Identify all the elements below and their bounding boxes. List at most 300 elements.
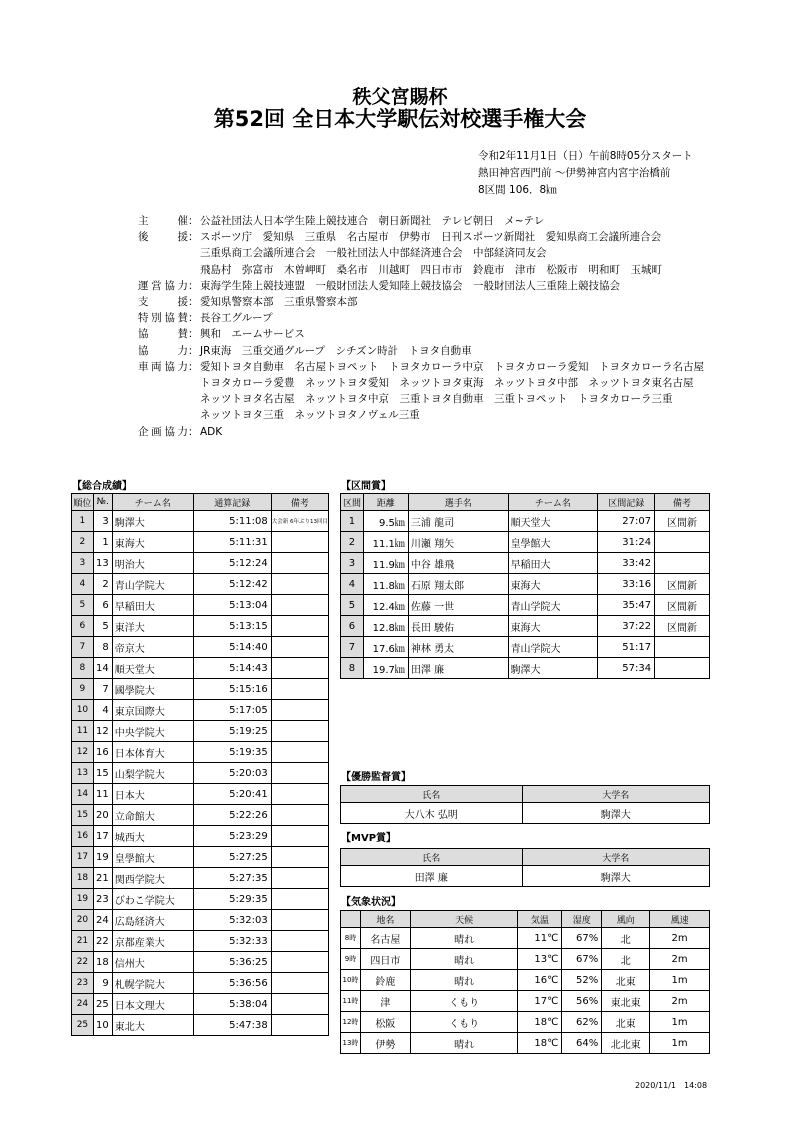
section-leg: 3	[341, 553, 364, 574]
section-remarks	[655, 532, 710, 553]
section-row	[341, 658, 710, 679]
overall-row	[72, 889, 329, 910]
overall-row	[72, 658, 329, 679]
overall-row	[72, 721, 329, 742]
sponsor-label-cell	[138, 343, 200, 359]
overall-remarks	[271, 826, 328, 847]
overall-bib-number: 12	[93, 721, 112, 742]
overall-row	[72, 931, 329, 952]
overall-team-name: 東海大	[112, 532, 193, 553]
weather-row	[341, 949, 710, 970]
section-leg: 7	[341, 637, 364, 658]
event-info	[478, 148, 693, 199]
overall-bib-number: 9	[93, 973, 112, 994]
section-column-header: 選手名	[408, 494, 508, 511]
overall-bib-number: 21	[93, 868, 112, 889]
overall-remarks	[271, 721, 328, 742]
overall-column-header: 通算記録	[193, 494, 271, 511]
section-award-table	[340, 493, 710, 679]
section-row	[341, 511, 710, 532]
coach-name: 大八木 弘明	[341, 803, 523, 824]
weather-temperature: 18℃	[518, 1012, 562, 1033]
overall-team-name: 帝京大	[112, 637, 193, 658]
overall-rank: 25	[72, 1015, 94, 1036]
section-leg: 4	[341, 574, 364, 595]
overall-row	[72, 763, 329, 784]
section-column-header: 備考	[655, 494, 710, 511]
coach-name-header: 氏名	[341, 786, 523, 803]
weather-condition: くもり	[410, 991, 518, 1012]
weather-temperature: 17℃	[518, 991, 562, 1012]
sponsor-row	[138, 213, 704, 229]
section-leg-time: 31:24	[598, 532, 655, 553]
overall-remarks	[271, 973, 328, 994]
weather-column-header: 天候	[410, 911, 518, 928]
sponsor-colon: ：	[188, 328, 199, 341]
overall-remarks	[271, 532, 328, 553]
section-runner-name: 中谷 雄飛	[408, 553, 508, 574]
overall-team-name: 関西学院大	[112, 868, 193, 889]
section-team-name: 駒澤大	[508, 658, 598, 679]
sponsor-colon: ：	[188, 231, 199, 244]
sponsor-label-cell	[138, 391, 200, 407]
weather-condition: 晴れ	[410, 949, 518, 970]
weather-column-header: 地名	[360, 911, 410, 928]
weather-table	[340, 910, 710, 1054]
sponsor-colon: ：	[188, 279, 199, 292]
sponsor-colon: ：	[188, 360, 199, 373]
overall-remarks	[271, 637, 328, 658]
sponsor-colon: ：	[188, 425, 199, 438]
section-column-header: チーム名	[508, 494, 598, 511]
weather-row	[341, 970, 710, 991]
overall-remarks	[271, 994, 328, 1015]
section-runner-name: 田澤 廉	[408, 658, 508, 679]
section-column-header: 区間	[341, 494, 364, 511]
section-team-name: 皇學館大	[508, 532, 598, 553]
sponsor-text: JR東海 三重交通グループ シチズン時計 トヨタ自動車	[200, 344, 472, 357]
weather-humidity: 67%	[562, 949, 602, 970]
sponsor-colon: ：	[188, 312, 199, 325]
sponsor-text: ネッツトヨタ三重 ネッツトヨタノヴェル三重	[200, 409, 420, 422]
sponsor-list	[138, 213, 704, 440]
coach-school-header: 大学名	[522, 786, 709, 803]
overall-row	[72, 616, 329, 637]
section-leg-time: 33:16	[598, 574, 655, 595]
overall-total-time: 5:17:05	[193, 700, 271, 721]
overall-bib-number: 4	[93, 700, 112, 721]
sponsor-label-cell	[138, 213, 200, 229]
overall-total-time: 5:19:25	[193, 721, 271, 742]
event-distance: 8区間 106．8㎞	[478, 184, 557, 196]
weather-column-header	[341, 911, 361, 928]
weather-place: 名古屋	[360, 928, 410, 949]
sponsor-label-cell	[138, 310, 200, 326]
overall-team-name: 立命館大	[112, 805, 193, 826]
sponsor-text: 公益社団法人日本学生陸上競技連合 朝日新聞社 テレビ朝日 メ~テレ	[200, 215, 545, 227]
sponsor-text: 三重県商工会議所連合会 一般社団法人中部経済連合会 中部経済同友会	[200, 247, 547, 260]
overall-bib-number: 10	[93, 1015, 112, 1036]
weather-condition: くもり	[410, 1012, 518, 1033]
coach-school: 駒澤大	[522, 803, 709, 824]
overall-bib-number: 2	[93, 574, 112, 595]
overall-remarks	[271, 553, 328, 574]
section-leg-time: 27:07	[598, 511, 655, 532]
overall-rank: 14	[72, 784, 94, 805]
sponsor-text: 東海学生陸上競技連盟 一般財団法人愛知陸上競技協会 一般財団法人三重陸上競技協会	[200, 279, 620, 292]
overall-bib-number: 14	[93, 658, 112, 679]
weather-time: 12時	[341, 1012, 361, 1033]
section-distance: 12.8㎞	[363, 616, 408, 637]
overall-rank: 8	[72, 658, 94, 679]
weather-time: 9時	[341, 949, 361, 970]
event-title: 第52回 全日本大学駅伝対校選手権大会	[213, 107, 587, 131]
overall-row	[72, 952, 329, 973]
weather-wind-speed: 2m	[650, 928, 710, 949]
overall-total-time: 5:11:31	[193, 532, 271, 553]
weather-time: 11時	[341, 991, 361, 1012]
section-leg-time: 35:47	[598, 595, 655, 616]
event-course: 熱田神宮西門前 ～伊勢神宮内宮宇治橋前	[478, 167, 671, 179]
overall-total-time: 5:36:56	[193, 973, 271, 994]
sponsor-row	[138, 294, 704, 310]
event-date: 令和2年11月1日（日）午前8時05分スタート	[478, 150, 693, 162]
weather-column-header: 気温	[518, 911, 562, 928]
section-team-name: 東海大	[508, 574, 598, 595]
overall-row	[72, 994, 329, 1015]
sponsor-label-cell	[138, 262, 200, 278]
sponsor-text: ADK	[200, 425, 223, 438]
section-team-name: 青山学院大	[508, 595, 598, 616]
sponsor-text: ネッツトヨタ名古屋 ネッツトヨタ中京 三重トヨタ自動車 三重トヨペット トヨタカローラ三重	[200, 393, 673, 406]
sponsor-label: 企画協力	[138, 425, 188, 438]
overall-total-time: 5:27:25	[193, 847, 271, 868]
print-timestamp: 2020/11/1 14:08	[635, 1081, 708, 1090]
weather-row	[341, 1033, 710, 1054]
weather-humidity: 67%	[562, 928, 602, 949]
section-award-heading: 【区間賞】	[341, 481, 391, 492]
overall-bib-number: 11	[93, 784, 112, 805]
overall-bib-number: 19	[93, 847, 112, 868]
section-distance: 17.6㎞	[363, 637, 408, 658]
sponsor-text: トヨタカローラ愛豊 ネッツトヨタ愛知 ネッツトヨタ東海 ネッツトヨタ中部 ネッツトヨタ東名古屋	[200, 377, 694, 390]
weather-row	[341, 1012, 710, 1033]
overall-bib-number: 23	[93, 889, 112, 910]
sponsor-row	[138, 343, 704, 359]
overall-total-time: 5:13:04	[193, 595, 271, 616]
overall-row	[72, 742, 329, 763]
section-team-name: 青山学院大	[508, 637, 598, 658]
section-team-name: 東海大	[508, 616, 598, 637]
sponsor-row	[138, 375, 704, 391]
overall-column-header: №.	[93, 494, 112, 511]
sponsor-colon: ：	[188, 215, 199, 227]
overall-team-name: 山梨学院大	[112, 763, 193, 784]
coach-award-table	[340, 785, 710, 824]
overall-rank: 17	[72, 847, 94, 868]
overall-total-time: 5:38:04	[193, 994, 271, 1015]
overall-rank: 9	[72, 679, 94, 700]
sponsor-label: 主 催	[138, 215, 188, 227]
weather-condition: 晴れ	[410, 928, 518, 949]
overall-row	[72, 868, 329, 889]
weather-time: 8時	[341, 928, 361, 949]
overall-total-time: 5:14:43	[193, 658, 271, 679]
section-leg: 8	[341, 658, 364, 679]
sponsor-label-cell	[138, 326, 200, 342]
mvp-name: 田澤 廉	[341, 866, 523, 887]
overall-row	[72, 784, 329, 805]
overall-remarks	[271, 595, 328, 616]
overall-remarks	[271, 805, 328, 826]
section-leg-time: 37:22	[598, 616, 655, 637]
overall-bib-number: 17	[93, 826, 112, 847]
section-row	[341, 553, 710, 574]
overall-team-name: 日本大	[112, 784, 193, 805]
overall-rank: 22	[72, 952, 94, 973]
overall-total-time: 5:11:08	[193, 511, 271, 532]
overall-total-time: 5:36:25	[193, 952, 271, 973]
sponsor-label-cell	[138, 294, 200, 310]
section-leg: 1	[341, 511, 364, 532]
section-remarks	[655, 553, 710, 574]
overall-bib-number: 18	[93, 952, 112, 973]
overall-heading: 【総合成績】	[72, 481, 132, 492]
sponsor-label: 協 賛	[138, 328, 188, 341]
overall-row	[72, 532, 329, 553]
weather-temperature: 16℃	[518, 970, 562, 991]
weather-temperature: 18℃	[518, 1033, 562, 1054]
sponsor-row	[138, 407, 704, 423]
overall-rank: 20	[72, 910, 94, 931]
section-leg: 5	[341, 595, 364, 616]
sponsor-label-cell	[138, 359, 200, 375]
overall-rank: 4	[72, 574, 94, 595]
overall-rank: 13	[72, 763, 94, 784]
section-remarks	[655, 637, 710, 658]
sponsor-label: 特別協賛	[138, 312, 188, 325]
section-distance: 11.9㎞	[363, 553, 408, 574]
section-remarks: 区間新	[655, 595, 710, 616]
overall-team-name: 早稲田大	[112, 595, 193, 616]
overall-team-name: びわこ学院大	[112, 889, 193, 910]
overall-team-name: 青山学院大	[112, 574, 193, 595]
section-remarks: 区間新	[655, 616, 710, 637]
section-column-header: 区間記録	[598, 494, 655, 511]
overall-bib-number: 22	[93, 931, 112, 952]
overall-total-time: 5:47:38	[193, 1015, 271, 1036]
weather-wind-direction: 北東	[602, 1012, 650, 1033]
overall-row	[72, 679, 329, 700]
weather-place: 津	[360, 991, 410, 1012]
overall-rank: 24	[72, 994, 94, 1015]
sponsor-text: 愛知トヨタ自動車 名古屋トヨペット トヨタカローラ中京 トヨタカローラ愛知 トヨタカローラ名古屋	[200, 360, 704, 373]
overall-rank: 7	[72, 637, 94, 658]
overall-team-name: 日本文理大	[112, 994, 193, 1015]
overall-bib-number: 13	[93, 553, 112, 574]
overall-row	[72, 805, 329, 826]
sponsor-row	[138, 262, 704, 278]
section-team-name: 順天堂大	[508, 511, 598, 532]
weather-wind-speed: 2m	[650, 991, 710, 1012]
overall-team-name: 東北大	[112, 1015, 193, 1036]
overall-remarks	[271, 700, 328, 721]
overall-results-table	[71, 493, 329, 1036]
section-distance: 11.1㎞	[363, 532, 408, 553]
overall-rank: 6	[72, 616, 94, 637]
coach-award-heading: 【優勝監督賞】	[341, 772, 411, 783]
overall-remarks: 大会新 6年ぶり13回目	[271, 511, 328, 532]
overall-bib-number: 16	[93, 742, 112, 763]
overall-total-time: 5:13:15	[193, 616, 271, 637]
mvp-name-header: 氏名	[341, 849, 523, 866]
overall-row	[72, 973, 329, 994]
weather-heading: 【気象状況】	[341, 897, 401, 908]
overall-bib-number: 1	[93, 532, 112, 553]
weather-wind-direction: 北	[602, 949, 650, 970]
overall-total-time: 5:12:42	[193, 574, 271, 595]
overall-rank: 2	[72, 532, 94, 553]
weather-wind-direction: 東北東	[602, 991, 650, 1012]
section-column-header: 距離	[363, 494, 408, 511]
mvp-school: 駒澤大	[522, 866, 710, 887]
overall-total-time: 5:27:35	[193, 868, 271, 889]
overall-column-header: チーム名	[112, 494, 193, 511]
sponsor-label-cell	[138, 424, 200, 440]
sponsor-row	[138, 391, 704, 407]
weather-wind-speed: 1m	[650, 1033, 710, 1054]
section-row	[341, 637, 710, 658]
sponsor-label: 支 援	[138, 296, 188, 309]
sponsor-row	[138, 326, 704, 342]
overall-row	[72, 826, 329, 847]
weather-humidity: 64%	[562, 1033, 602, 1054]
overall-remarks	[271, 658, 328, 679]
overall-remarks	[271, 742, 328, 763]
overall-rank: 16	[72, 826, 94, 847]
weather-wind-speed: 1m	[650, 1012, 710, 1033]
weather-place: 四日市	[360, 949, 410, 970]
overall-bib-number: 7	[93, 679, 112, 700]
overall-rank: 19	[72, 889, 94, 910]
overall-team-name: 日本体育大	[112, 742, 193, 763]
overall-team-name: 札幌学院大	[112, 973, 193, 994]
overall-rank: 3	[72, 553, 94, 574]
mvp-school-header: 大学名	[522, 849, 710, 866]
overall-bib-number: 6	[93, 595, 112, 616]
overall-row	[72, 553, 329, 574]
overall-remarks	[271, 574, 328, 595]
weather-column-header: 湿度	[562, 911, 602, 928]
overall-remarks	[271, 847, 328, 868]
overall-total-time: 5:12:24	[193, 553, 271, 574]
section-distance: 9.5㎞	[363, 511, 408, 532]
overall-row	[72, 574, 329, 595]
section-leg-time: 57:34	[598, 658, 655, 679]
section-distance: 11.8㎞	[363, 574, 408, 595]
section-leg-time: 51:17	[598, 637, 655, 658]
section-runner-name: 神林 勇太	[408, 637, 508, 658]
overall-team-name: 中央学院大	[112, 721, 193, 742]
section-runner-name: 長田 駿佑	[408, 616, 508, 637]
weather-time: 10時	[341, 970, 361, 991]
overall-rank: 12	[72, 742, 94, 763]
weather-row	[341, 928, 710, 949]
overall-column-header: 順位	[72, 494, 94, 511]
overall-total-time: 5:32:33	[193, 931, 271, 952]
sponsor-label: 後 援	[138, 231, 188, 244]
sponsor-text: スポーツ庁 愛知県 三重県 名古屋市 伊勢市 日刊スポーツ新聞社 愛知県商工会議所連合会	[200, 231, 662, 244]
section-distance: 19.7㎞	[363, 658, 408, 679]
overall-rank: 23	[72, 973, 94, 994]
weather-row	[341, 991, 710, 1012]
overall-bib-number: 15	[93, 763, 112, 784]
overall-remarks	[271, 1015, 328, 1036]
overall-team-name: 皇學館大	[112, 847, 193, 868]
overall-total-time: 5:15:16	[193, 679, 271, 700]
section-leg: 2	[341, 532, 364, 553]
weather-wind-direction: 北東	[602, 970, 650, 991]
overall-row	[72, 847, 329, 868]
section-remarks: 区間新	[655, 574, 710, 595]
overall-team-name: 駒澤大	[112, 511, 193, 532]
sponsor-label: 車両協力	[138, 360, 188, 373]
weather-column-header: 風速	[650, 911, 710, 928]
sponsor-text: 飛島村 弥富市 木曽岬町 桑名市 川越町 四日市市 鈴鹿市 津市 松阪市 明和町 玉城町	[200, 263, 662, 276]
overall-total-time: 5:20:41	[193, 784, 271, 805]
overall-team-name: 城西大	[112, 826, 193, 847]
sponsor-text: 愛知県警察本部 三重県警察本部	[200, 296, 358, 309]
weather-condition: 晴れ	[410, 970, 518, 991]
overall-remarks	[271, 784, 328, 805]
overall-remarks	[271, 889, 328, 910]
overall-row	[72, 700, 329, 721]
weather-place: 松阪	[360, 1012, 410, 1033]
weather-wind-direction: 北北東	[602, 1033, 650, 1054]
weather-place: 鈴鹿	[360, 970, 410, 991]
overall-bib-number: 24	[93, 910, 112, 931]
overall-rank: 10	[72, 700, 94, 721]
overall-remarks	[271, 679, 328, 700]
overall-team-name: 京都産業大	[112, 931, 193, 952]
sponsor-text: 長谷工グループ	[200, 312, 273, 325]
overall-total-time: 5:20:03	[193, 763, 271, 784]
overall-bib-number: 25	[93, 994, 112, 1015]
weather-column-header: 風向	[602, 911, 650, 928]
overall-total-time: 5:19:35	[193, 742, 271, 763]
overall-total-time: 5:23:29	[193, 826, 271, 847]
overall-bib-number: 20	[93, 805, 112, 826]
overall-team-name: 東京国際大	[112, 700, 193, 721]
overall-rank: 21	[72, 931, 94, 952]
sponsor-label-cell	[138, 407, 200, 423]
section-row	[341, 616, 710, 637]
section-remarks: 区間新	[655, 511, 710, 532]
overall-team-name: 國學院大	[112, 679, 193, 700]
sponsor-row	[138, 424, 704, 440]
section-remarks	[655, 658, 710, 679]
sponsor-row	[138, 359, 704, 375]
weather-time: 13時	[341, 1033, 361, 1054]
section-runner-name: 佐藤 一世	[408, 595, 508, 616]
event-subtitle: 秩父宮賜杯	[352, 86, 448, 108]
overall-total-time: 5:14:40	[193, 637, 271, 658]
overall-remarks	[271, 910, 328, 931]
mvp-table	[340, 848, 710, 887]
weather-humidity: 56%	[562, 991, 602, 1012]
overall-remarks	[271, 931, 328, 952]
section-row	[341, 574, 710, 595]
